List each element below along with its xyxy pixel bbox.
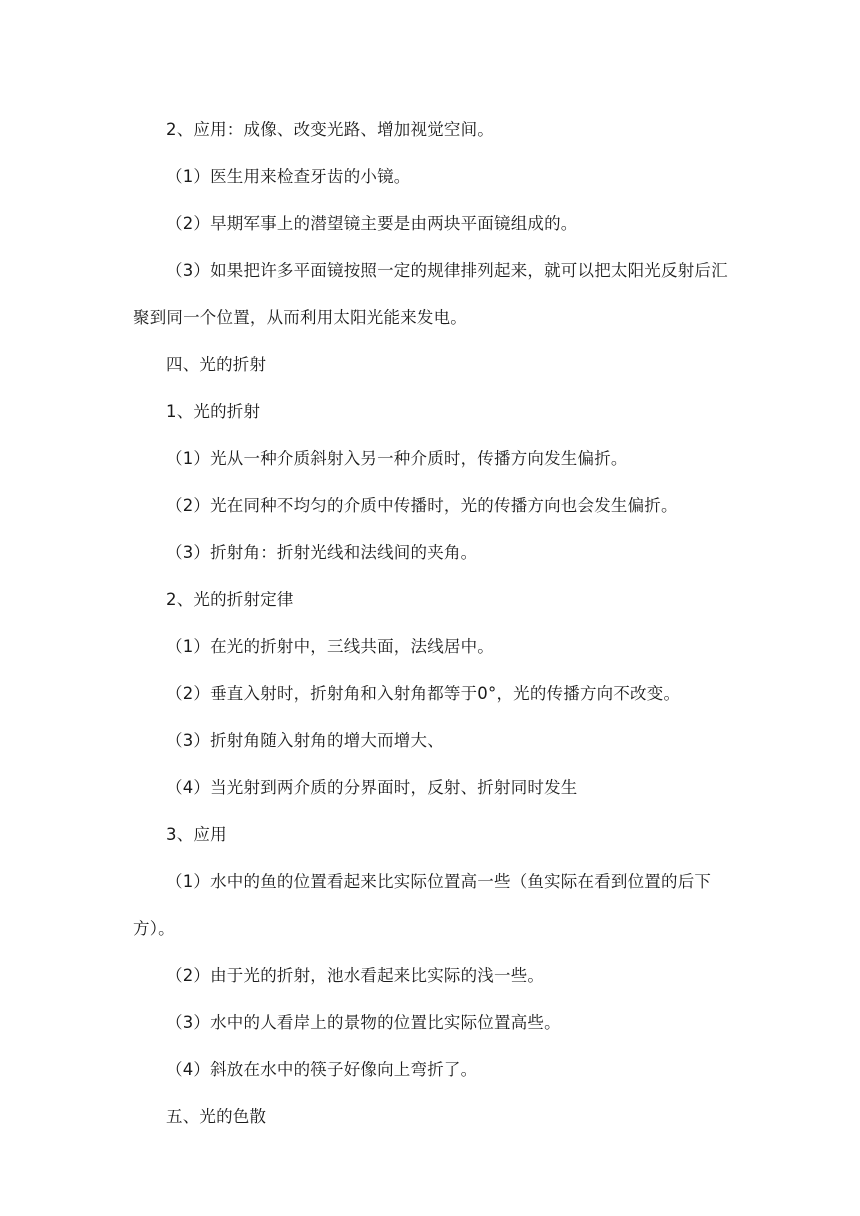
paragraph: 2、应用：成像、改变光路、增加视觉空间。 (166, 120, 494, 139)
paragraph: （2）垂直入射时，折射角和入射角都等于0°，光的传播方向不改变。 (166, 684, 681, 703)
paragraph: （1）在光的折射中，三线共面，法线居中。 (166, 637, 494, 656)
document-body (133, 106, 733, 1140)
paragraph: （2）光在同种不均匀的介质中传播时，光的传播方向也会发生偏折。 (166, 496, 678, 515)
paragraph: （4）当光射到两介质的分界面时，反射、折射同时发生 (166, 778, 578, 797)
paragraph: （1）医生用来检查牙齿的小镜。 (166, 167, 411, 186)
section-heading: 五、光的色散 (166, 1107, 267, 1126)
section-heading: 四、光的折射 (166, 355, 267, 374)
paragraph: （3）水中的人看岸上的景物的位置比实际位置高些。 (166, 1013, 561, 1032)
paragraph: （3）折射角随入射角的增大而增大、 (166, 731, 444, 750)
subsection-heading: 2、光的折射定律 (166, 590, 294, 609)
paragraph: （1）光从一种介质斜射入另一种介质时，传播方向发生偏折。 (166, 449, 628, 468)
subsection-heading: 3、应用 (166, 825, 227, 844)
paragraph: （1）水中的鱼的位置看起来比实际位置高一些（鱼实际在看到位置的后下方）。 (133, 872, 712, 938)
paragraph: （3）如果把许多平面镜按照一定的规律排列起来，就可以把太阳光反射后汇聚到同一个位置，从而利用太阳光能来发电。 (133, 261, 728, 327)
paragraph: （2）早期军事上的潜望镜主要是由两块平面镜组成的。 (166, 214, 578, 233)
paragraph: （2）由于光的折射，池水看起来比实际的浅一些。 (166, 966, 545, 985)
subsection-heading: 1、光的折射 (166, 402, 261, 421)
paragraph: （4）斜放在水中的筷子好像向上弯折了。 (166, 1060, 478, 1079)
paragraph: （3）折射角：折射光线和法线间的夹角。 (166, 543, 478, 562)
